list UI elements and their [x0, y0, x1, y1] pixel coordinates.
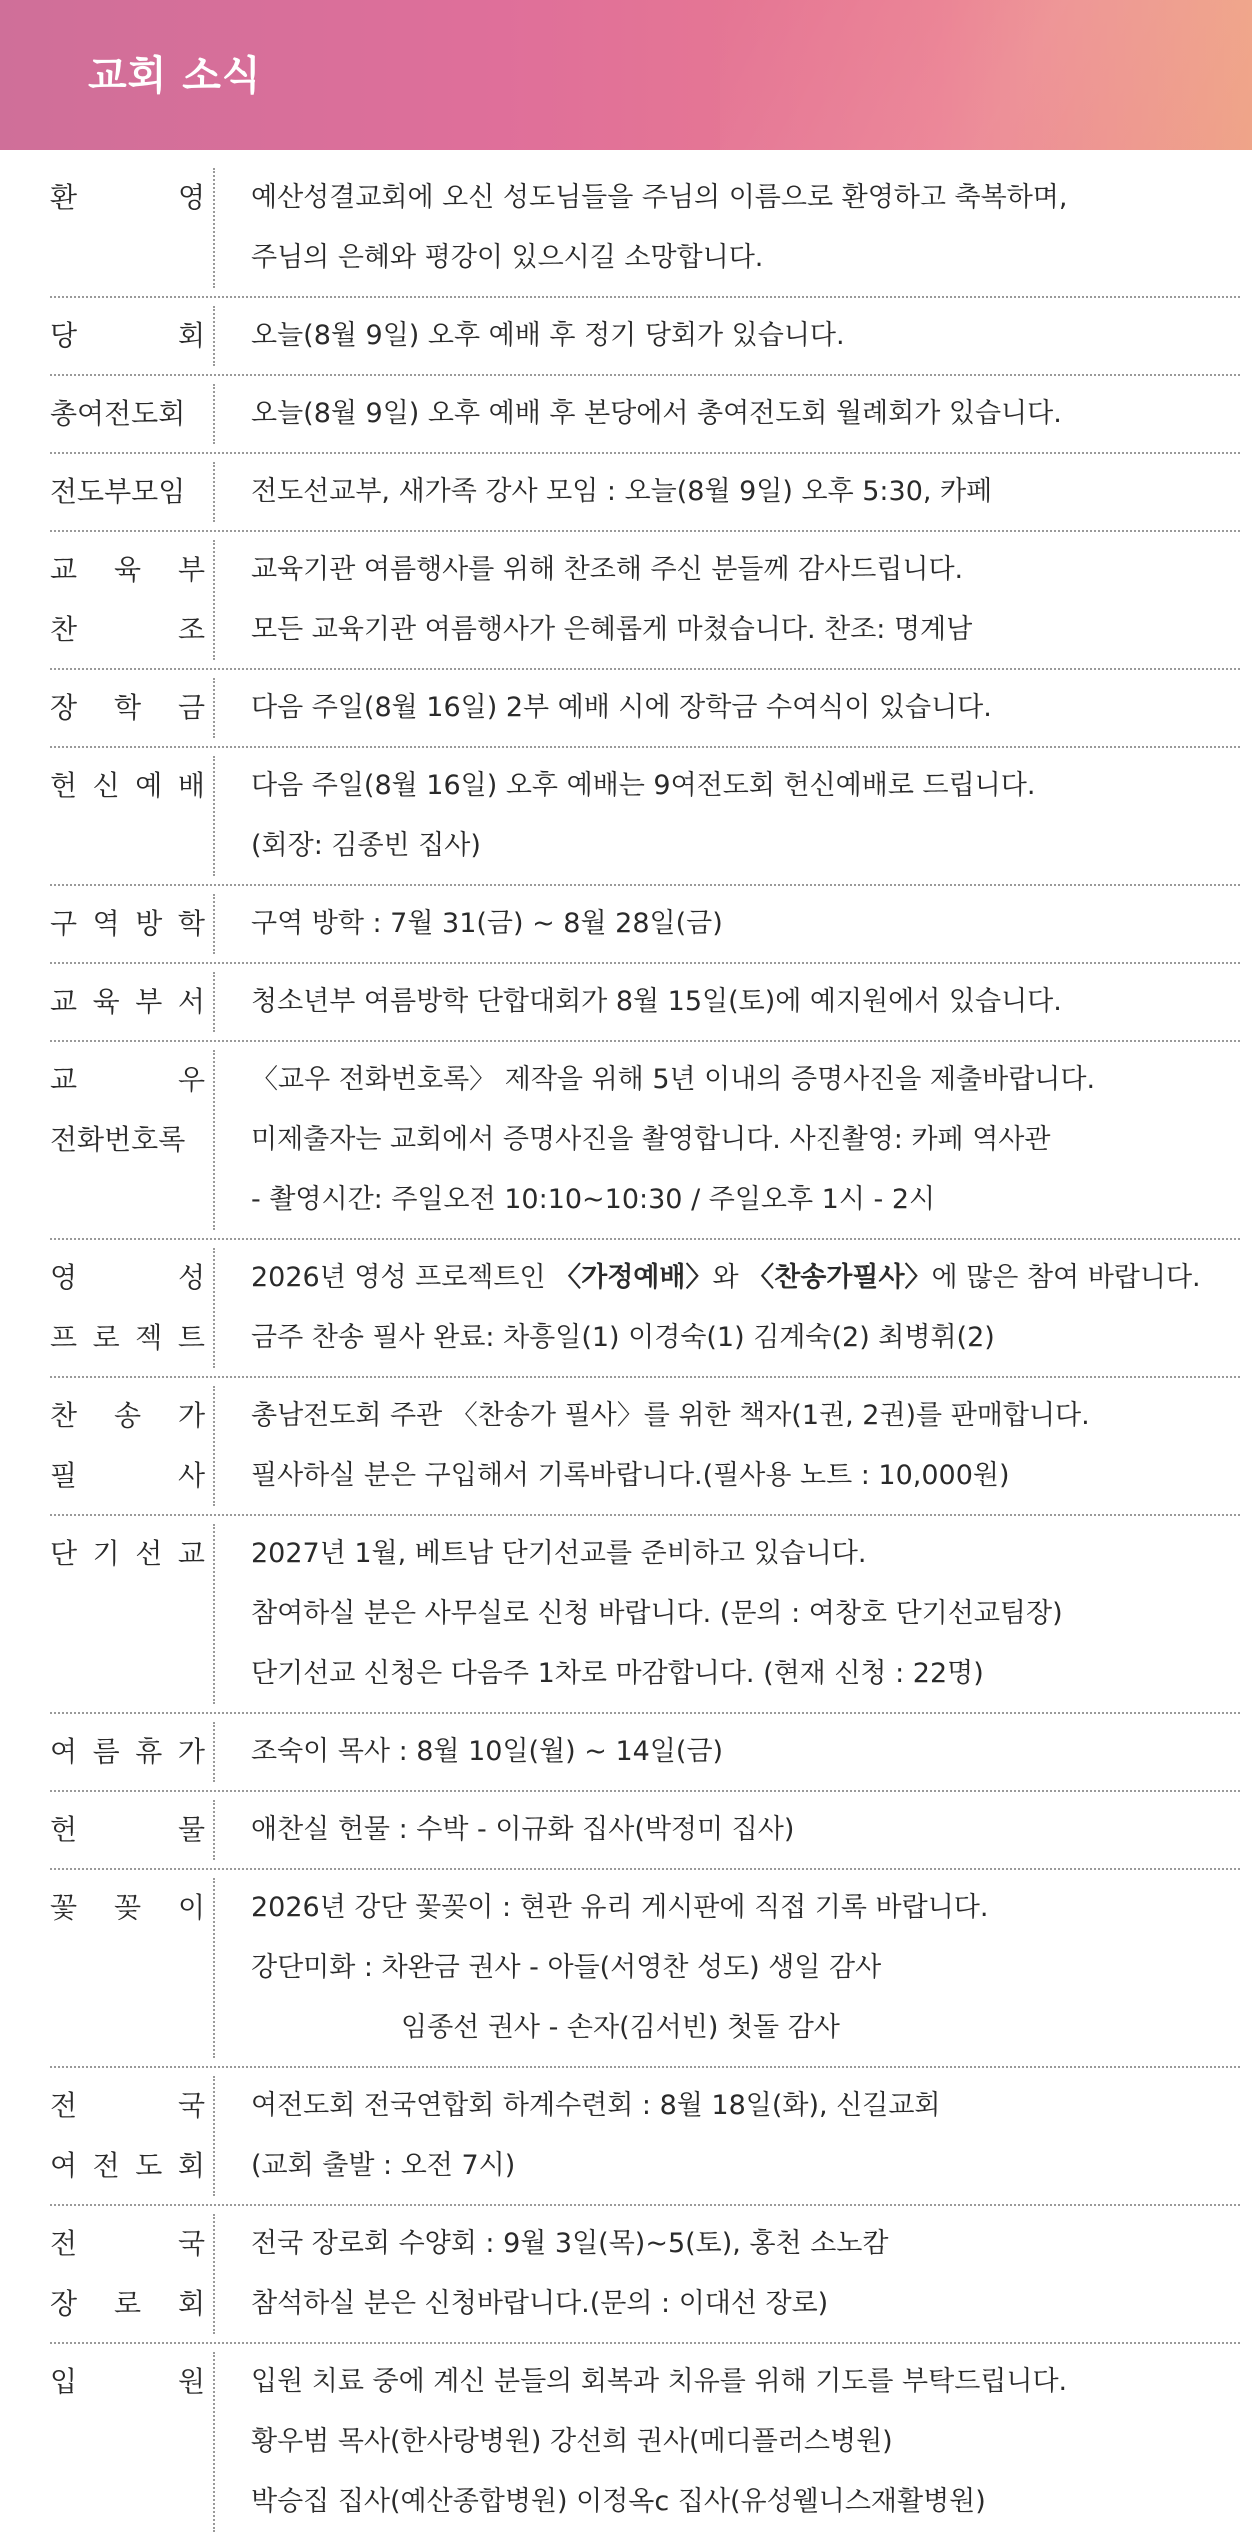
- text-line: 황우범 목사(한사랑병원) 강선희 권사(메디플러스병원): [251, 2426, 893, 2457]
- announcement-text: [215, 1050, 1240, 1230]
- text-line: 박승집 집사(예산종합병원) 이정옥c 집사(유성웰니스재활병원): [251, 2486, 986, 2517]
- announcement-text: [215, 1878, 1240, 2058]
- announcement-text: [215, 972, 1240, 1032]
- label-line: 찬 송 가: [50, 1399, 205, 1432]
- text-line: 미제출자는 교회에서 증명사진을 촬영합니다. 사진촬영: 카페 역사관: [251, 1124, 1051, 1155]
- announcement-text: [215, 540, 1240, 660]
- label-line: 입 원: [50, 2365, 205, 2398]
- announcement-row: [50, 964, 1240, 1042]
- announcement-text: [215, 462, 1240, 522]
- text-line: 2026년 강단 꽃꽂이 : 현관 유리 게시판에 직접 기록 바랍니다.: [251, 1892, 989, 1923]
- text-line: 2027년 1월, 베트남 단기선교를 준비하고 있습니다.: [251, 1538, 867, 1569]
- announcement-label: [50, 1800, 215, 1860]
- label-line: 여 전 도 회: [50, 2149, 205, 2182]
- label-line: 구 역 방 학: [50, 907, 205, 940]
- text-line: 예산성결교회에 오신 성도님들을 주님의 이름으로 환영하고 축복하며,: [251, 182, 1068, 213]
- text-line: 애찬실 헌물 : 수박 - 이규화 집사(박정미 집사): [251, 1814, 795, 1845]
- announcement-row: [50, 1240, 1240, 1378]
- announcement-list: [50, 160, 1240, 2540]
- text-line: 입원 치료 중에 계신 분들의 회복과 치유를 위해 기도를 부탁드립니다.: [251, 2366, 1068, 2397]
- announcement-text: [215, 1800, 1240, 1860]
- announcement-label: [50, 1386, 215, 1506]
- announcement-label: [50, 1524, 215, 1704]
- text-line: - 촬영시간: 주일오전 10:10~10:30 / 주일오후 1시 - 2시: [251, 1184, 936, 1215]
- announcement-label: [50, 972, 215, 1032]
- text-line: 오늘(8월 9일) 오후 예배 후 정기 당회가 있습니다.: [251, 320, 845, 351]
- announcement-label: [50, 540, 215, 660]
- announcement-text: [215, 2076, 1240, 2196]
- label-line: 전도부모임: [50, 475, 186, 508]
- text-line: 강단미화 : 차완금 권사 - 아들(서영찬 성도) 생일 감사: [251, 1952, 882, 1983]
- text-line: 여전도회 전국연합회 하계수련회 : 8월 18일(화), 신길교회: [251, 2090, 941, 2121]
- text-line: 주님의 은혜와 평강이 있으시길 소망합니다.: [251, 242, 764, 273]
- label-line: 장 학 금: [50, 691, 205, 724]
- text-line: 구역 방학 : 7월 31(금) ~ 8월 28일(금): [251, 908, 723, 939]
- announcement-text: [215, 894, 1240, 954]
- announcement-label: [50, 1722, 215, 1782]
- announcement-row: [50, 376, 1240, 454]
- announcement-label: [50, 1878, 215, 2058]
- announcement-label: [50, 2076, 215, 2196]
- text-line: 교육기관 여름행사를 위해 찬조해 주신 분들께 감사드립니다.: [251, 554, 964, 585]
- announcement-row: [50, 1714, 1240, 1792]
- label-line: 장 로 회: [50, 2287, 205, 2320]
- text-line: 조숙이 목사 : 8월 10일(월) ~ 14일(금): [251, 1736, 724, 1767]
- text-line: 필사하실 분은 구입해서 기록바랍니다.(필사용 노트 : 10,000원): [251, 1460, 1010, 1491]
- announcement-label: [50, 384, 215, 444]
- announcement-text: [215, 1524, 1240, 1704]
- text-line: 총남전도회 주관 〈찬송가 필사〉를 위한 책자(1권, 2권)를 판매합니다.: [251, 1400, 1090, 1431]
- text-line: 〈교우 전화번호록〉 제작을 위해 5년 이내의 증명사진을 제출바랍니다.: [251, 1064, 1096, 1095]
- announcement-row: [50, 670, 1240, 748]
- announcement-row: [50, 886, 1240, 964]
- announcement-row: [50, 532, 1240, 670]
- announcement-label: [50, 2352, 215, 2532]
- text-line: 오늘(8월 9일) 오후 예배 후 본당에서 총여전도회 월례회가 있습니다.: [251, 398, 1062, 429]
- announcement-row: [50, 160, 1240, 298]
- announcement-label: [50, 678, 215, 738]
- text-line: 청소년부 여름방학 단합대회가 8월 15일(토)에 예지원에서 있습니다.: [251, 986, 1062, 1017]
- section-header: [0, 0, 1252, 150]
- label-line: 당 회: [50, 319, 205, 352]
- label-line: 교 육 부: [50, 553, 205, 586]
- announcement-label: [50, 306, 215, 366]
- announcement-text: [215, 168, 1240, 288]
- text-line: 임종선 권사 - 손자(김서빈) 첫돌 감사: [401, 2012, 840, 2043]
- label-line: 전 국: [50, 2227, 205, 2260]
- label-line: 교 우: [50, 1063, 205, 1096]
- announcement-text: [215, 678, 1240, 738]
- text-line: 다음 주일(8월 16일) 오후 예배는 9여전도회 헌신예배로 드립니다.: [251, 770, 1036, 801]
- announcement-row: [50, 1516, 1240, 1714]
- label-line: 프 로 젝 트: [50, 1321, 205, 1354]
- text-line: 금주 찬송 필사 완료: 차흥일(1) 이경숙(1) 김계숙(2) 최병휘(2): [251, 1322, 995, 1353]
- announcement-row: [50, 748, 1240, 886]
- text-line: 2026년 영성 프로젝트인 〈가정예배〉와 〈찬송가필사〉에 많은 참여 바랍니다.: [251, 1262, 1201, 1293]
- text-line: 전도선교부, 새가족 강사 모임 : 오늘(8월 9일) 오후 5:30, 카페: [251, 476, 993, 507]
- announcement-text: [215, 384, 1240, 444]
- announcement-text: [215, 756, 1240, 876]
- announcement-text: [215, 2214, 1240, 2334]
- announcement-row: [50, 1792, 1240, 1870]
- announcement-text: [215, 1386, 1240, 1506]
- label-line: 여 름 휴 가: [50, 1735, 205, 1768]
- announcement-label: [50, 756, 215, 876]
- announcement-label: [50, 462, 215, 522]
- announcement-label: [50, 168, 215, 288]
- announcement-row: [50, 1378, 1240, 1516]
- announcement-text: [215, 2352, 1240, 2532]
- announcement-row: [50, 1042, 1240, 1240]
- announcement-text: [215, 1722, 1240, 1782]
- announcement-label: [50, 2214, 215, 2334]
- announcement-label: [50, 894, 215, 954]
- label-line: 헌 신 예 배: [50, 769, 205, 802]
- label-line: 영 성: [50, 1261, 205, 1294]
- text-line: (교회 출발 : 오전 7시): [251, 2150, 516, 2181]
- announcement-row: [50, 1870, 1240, 2068]
- announcement-row: [50, 2344, 1240, 2540]
- announcement-label: [50, 1248, 215, 1368]
- label-line: 전화번호록: [50, 1123, 186, 1156]
- announcement-text: [215, 1248, 1240, 1368]
- text-line: 다음 주일(8월 16일) 2부 예배 시에 장학금 수여식이 있습니다.: [251, 692, 992, 723]
- text-line: 단기선교 신청은 다음주 1차로 마감합니다. (현재 신청 : 22명): [251, 1658, 984, 1689]
- label-line: 단 기 선 교: [50, 1537, 205, 1570]
- announcement-text: [215, 306, 1240, 366]
- header-decoration: [720, 0, 1252, 150]
- announcement-row: [50, 2068, 1240, 2206]
- text-line: 참여하실 분은 사무실로 신청 바랍니다. (문의 : 여창호 단기선교팀장): [251, 1598, 1063, 1629]
- announcement-row: [50, 2206, 1240, 2344]
- label-line: 교 육 부 서: [50, 985, 205, 1018]
- announcement-label: [50, 1050, 215, 1230]
- text-line: 참석하실 분은 신청바랍니다.(문의 : 이대선 장로): [251, 2288, 829, 2319]
- announcement-row: [50, 298, 1240, 376]
- announcement-row: [50, 454, 1240, 532]
- label-line: 전 국: [50, 2089, 205, 2122]
- label-line: 총여전도회: [50, 397, 186, 430]
- section-title: 교회 소식: [88, 53, 262, 99]
- label-line: 환 영: [50, 181, 205, 214]
- label-line: 필 사: [50, 1459, 205, 1492]
- text-line: 전국 장로회 수양회 : 9월 3일(목)~5(토), 홍천 소노캄: [251, 2228, 889, 2259]
- label-line: 꽃 꽂 이: [50, 1891, 205, 1924]
- text-line: (회장: 김종빈 집사): [251, 830, 481, 861]
- text-line: 모든 교육기관 여름행사가 은혜롭게 마쳤습니다. 찬조: 명계남: [251, 614, 973, 645]
- label-line: 찬 조: [50, 613, 205, 646]
- label-line: 헌 물: [50, 1813, 205, 1846]
